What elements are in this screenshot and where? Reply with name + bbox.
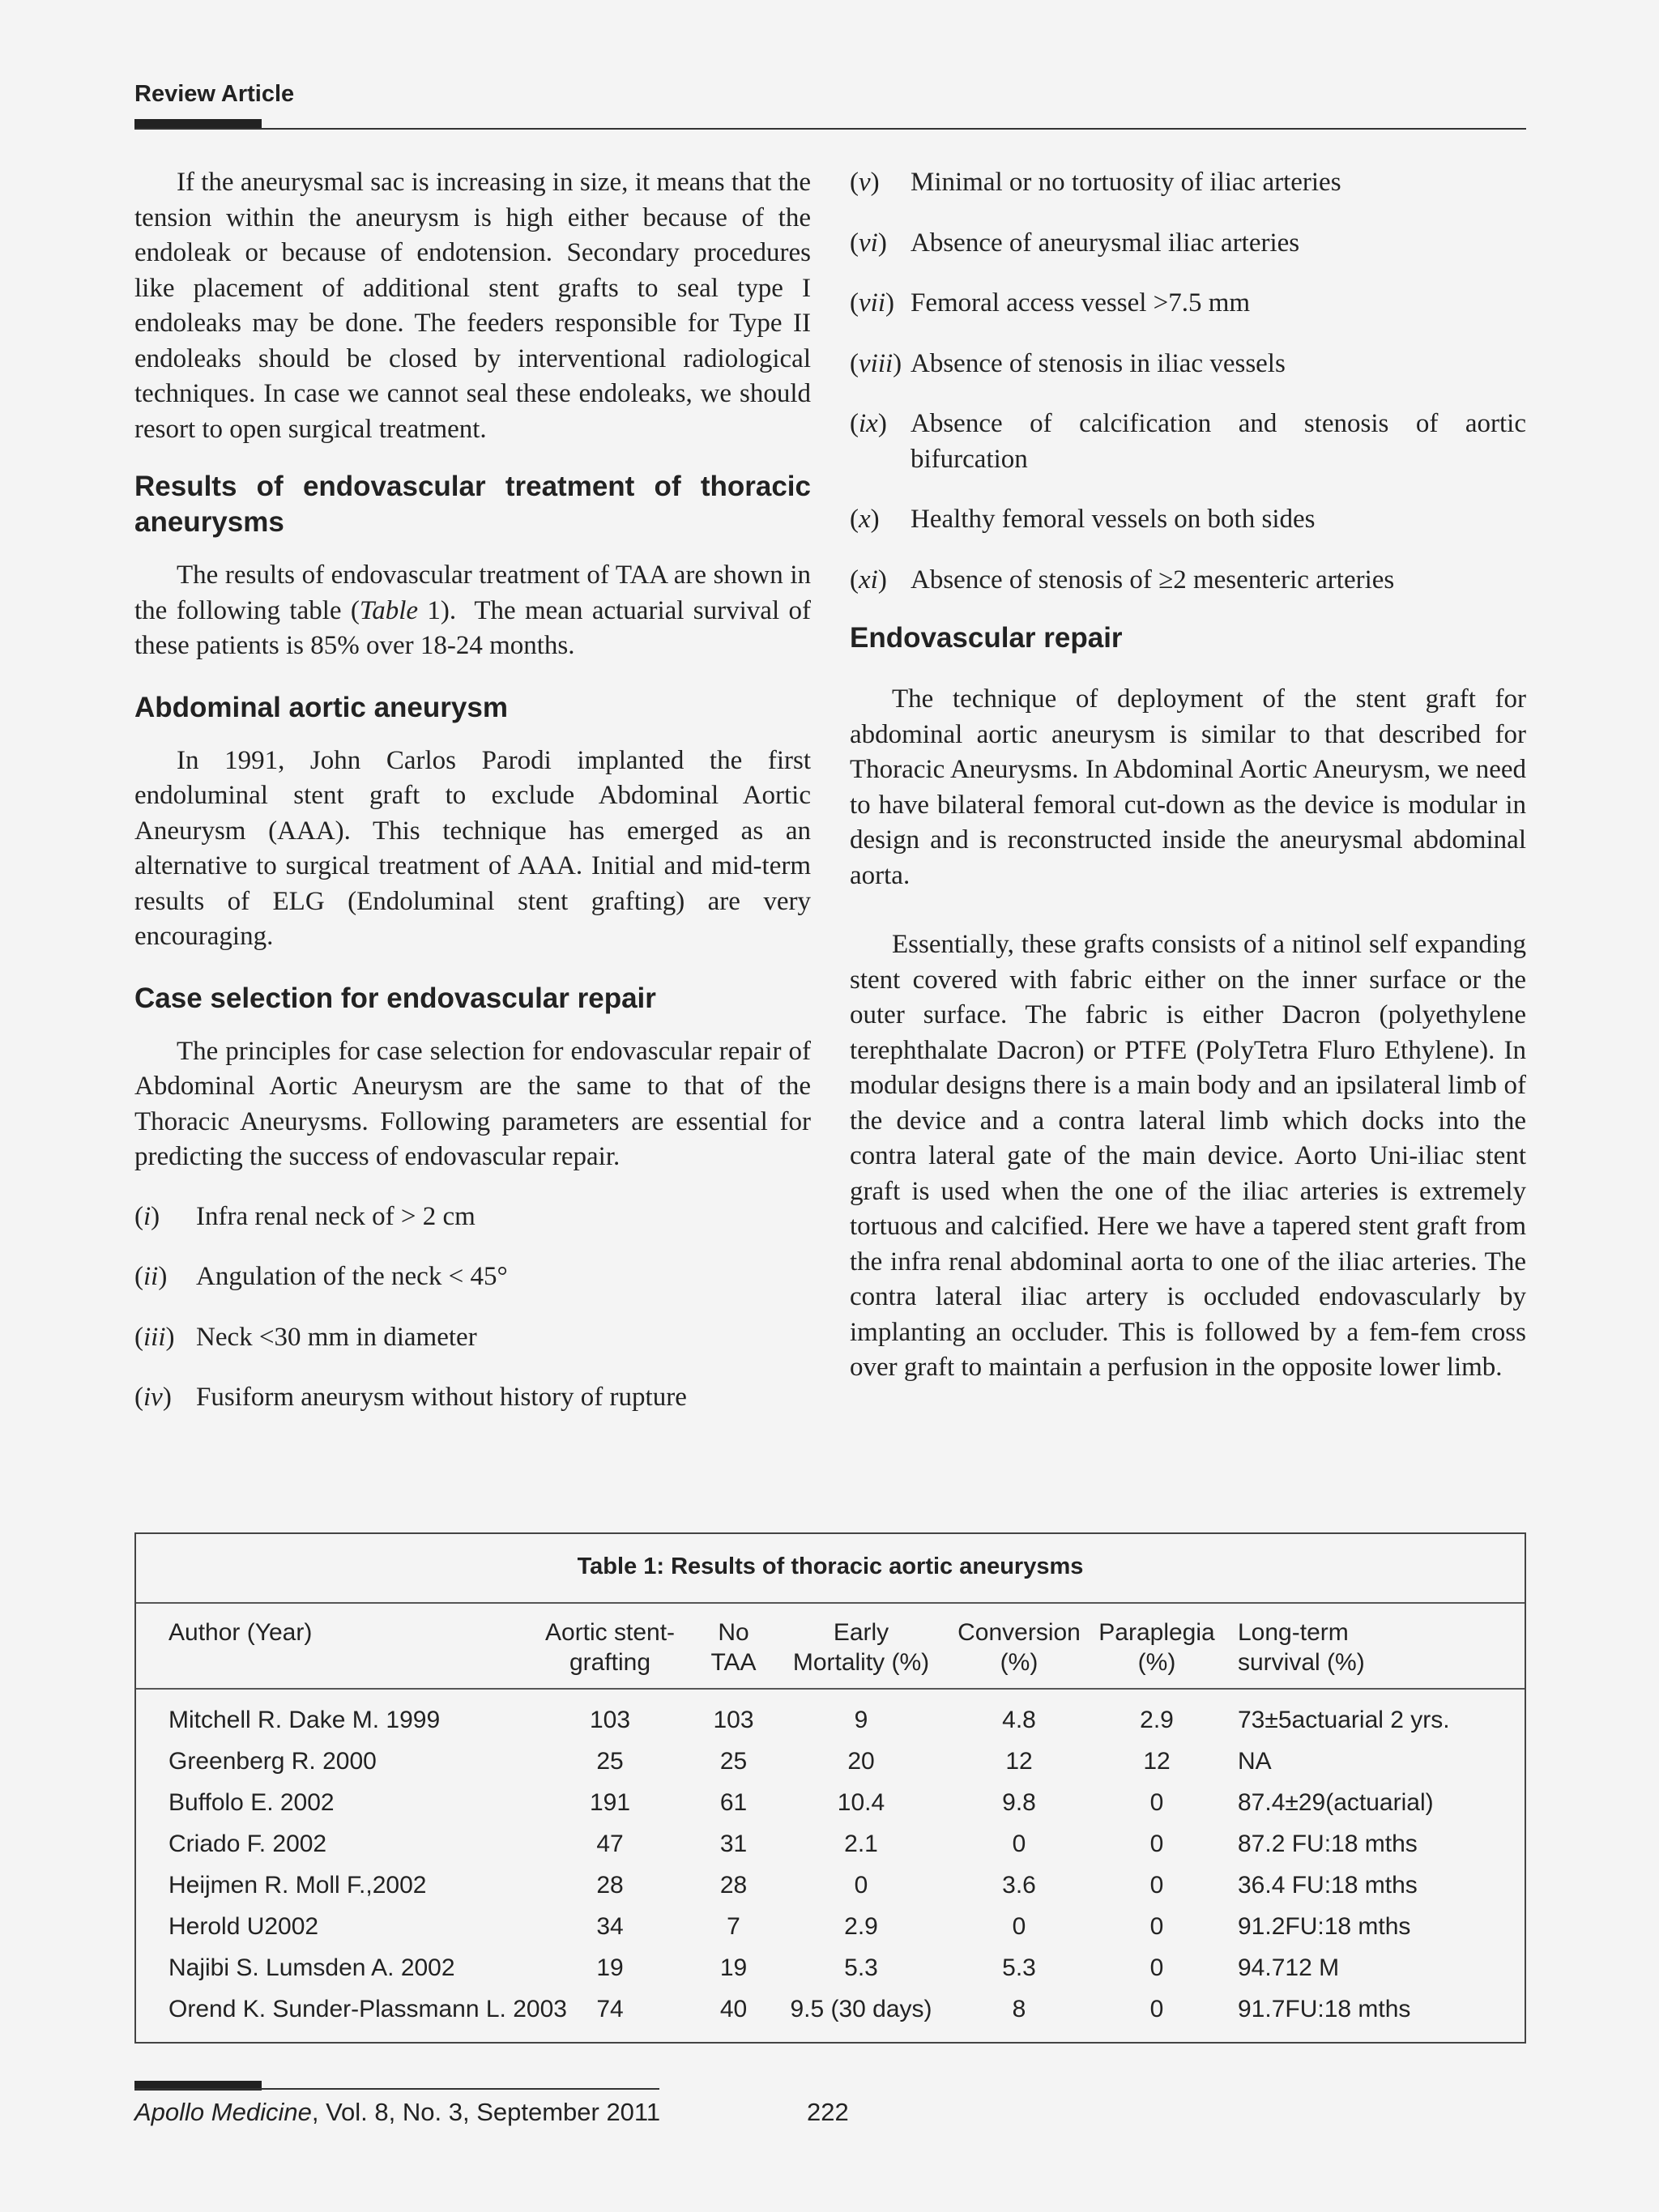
table-cell: 0 bbox=[1149, 1789, 1164, 1816]
table-header-cell: No TAA bbox=[710, 1619, 757, 1676]
table-cell: 20 bbox=[847, 1748, 875, 1775]
heading-endovascular-repair: Endovascular repair bbox=[850, 622, 1123, 654]
table-row bbox=[168, 1748, 1513, 1789]
table-cell: 7 bbox=[727, 1913, 740, 1940]
criteria-list-right bbox=[850, 165, 1526, 598]
table-cell: 91.2FU:18 mths bbox=[1238, 1913, 1411, 1940]
table-cell: 0 bbox=[1149, 1913, 1164, 1940]
paragraph-deployment: The technique of deployment of the stent graft for abdominal aortic aneurysm is similar to that described for Thoracic Aneurysms. In Abdominal Aortic Aneurysm, we need to have bilateral femoral cut-down as the device is modular in design and is reconstructed inside the aneurysmal abdominal aorta. bbox=[850, 684, 1526, 890]
table-cell: Najibi S. Lumsden A. 2002 bbox=[168, 1954, 455, 1981]
results-table bbox=[134, 1532, 1526, 2044]
criterion-item: (viii) Absence of stenosis in iliac vessels bbox=[850, 348, 1286, 378]
paragraph-case-selection: The principles for case selection for endovascular repair of Abdominal Aortic Aneurysm are the same to that of the Thoracic Aneurysms. Following parameters are essential for predicting the success of endovascular repair. bbox=[134, 1036, 811, 1171]
heading-case-selection: Case selection for endovascular repair bbox=[134, 982, 656, 1014]
right-column bbox=[850, 165, 1526, 1386]
criterion-item: (x) Healthy femoral vessels on both sides bbox=[850, 505, 1316, 534]
heading-abdominal-aneurysm: Abdominal aortic aneurysm bbox=[134, 691, 508, 723]
table-cell: 19 bbox=[719, 1954, 748, 1981]
table-cell: 25 bbox=[596, 1748, 624, 1775]
table-row bbox=[168, 1707, 1513, 1748]
table-cell: 9 bbox=[854, 1707, 868, 1733]
table-row bbox=[168, 1996, 1513, 2037]
table-cell: 5.3 bbox=[844, 1954, 878, 1981]
table-cell: Orend K. Sunder-Plassmann L. 2003 bbox=[168, 1996, 567, 2022]
table-cell: 2.1 bbox=[844, 1831, 878, 1857]
table-row bbox=[168, 1831, 1513, 1872]
table-cell: 191 bbox=[589, 1789, 631, 1816]
table-row bbox=[168, 1954, 1513, 1996]
table-header-cell: Aortic stent- grafting bbox=[545, 1619, 676, 1676]
table-cell: Buffolo E. 2002 bbox=[168, 1789, 335, 1816]
table-cell: 2.9 bbox=[1140, 1707, 1174, 1733]
table-header-cell: Conversion (%) bbox=[957, 1619, 1081, 1676]
table-cell: 31 bbox=[719, 1831, 748, 1857]
table-grid bbox=[168, 1617, 1513, 2037]
table-cell: Herold U2002 bbox=[168, 1913, 319, 1940]
table-cell: 34 bbox=[596, 1913, 624, 1940]
table-cell: 0 bbox=[1012, 1913, 1026, 1940]
header-rule bbox=[134, 128, 1526, 130]
table-cell: 10.4 bbox=[837, 1789, 885, 1816]
table-rule-top bbox=[136, 1602, 1525, 1604]
table-cell: 9.5 (30 days) bbox=[790, 1996, 932, 2022]
table-cell: 28 bbox=[596, 1872, 624, 1899]
table-cell: 3.6 bbox=[1002, 1872, 1036, 1899]
table-cell: 36.4 FU:18 mths bbox=[1238, 1872, 1418, 1899]
criterion-item: (ii) Angulation of the neck < 45° bbox=[134, 1262, 508, 1291]
table-cell: 12 bbox=[1005, 1748, 1033, 1775]
table-cell: 0 bbox=[1149, 1872, 1164, 1899]
table-cell: NA bbox=[1238, 1748, 1272, 1775]
table-cell: 91.7FU:18 mths bbox=[1238, 1996, 1411, 2022]
table-cell: 9.8 bbox=[1002, 1789, 1036, 1816]
criterion-item: (vi) Absence of aneurysmal iliac arteries bbox=[850, 228, 1300, 258]
table-cell: 0 bbox=[1149, 1996, 1164, 2022]
table-cell: 87.4±29(actuarial) bbox=[1238, 1789, 1434, 1816]
table-caption: Table 1: Results of thoracic aortic aneurysms bbox=[577, 1554, 1084, 1579]
paragraph-grafts: Essentially, these grafts consists of a nitinol self expanding stent covered with fabric either on the inner surface or the outer surface. The fabric is either Dacron (polyethylene terephthalate Dacron) or PTFE (PolyTetra Fluro Ethylene). In modular designs there is a main body and an ipsilateral limb of the device and a contra lateral limb which docks into the contra lateral gate of the main device. Aorto Uni-iliac stent graft is used when the one of the iliac arteries is extremely tortuous and calcified. Here we have a tapered stent graft from the infra renal abdominal aorta to one of the iliac arteries. The contra lateral iliac artery is occluded endovascularly by implanting an occluder. This is followed by a fem-fem cross over graft to maintain a perfusion in the opposite lower limb. bbox=[850, 930, 1526, 1382]
table-cell: 28 bbox=[719, 1872, 748, 1899]
criterion-item: (xi) Absence of stenosis of ≥2 mesenteric arteries bbox=[850, 565, 1395, 595]
table-cell: 87.2 FU:18 mths bbox=[1238, 1831, 1418, 1857]
criteria-list-left bbox=[134, 1200, 811, 1416]
table-cell: Heijmen R. Moll F.,2002 bbox=[168, 1872, 427, 1899]
table-cell: 25 bbox=[719, 1748, 748, 1775]
left-column bbox=[134, 165, 811, 1416]
criterion-item: (i) Infra renal neck of > 2 cm bbox=[134, 1201, 476, 1231]
table-row bbox=[168, 1789, 1513, 1831]
paragraph-parodi: In 1991, John Carlos Parodi implanted the first endoluminal stent graft to exclude Abdominal Aortic Aneurysm (AAA). This technique has emerged as an alternative to surgical treatment of AAA. Initial and mid-term results of ELG (Endoluminal stent grafting) are very encouraging. bbox=[134, 745, 811, 951]
table-cell: 5.3 bbox=[1002, 1954, 1036, 1981]
criterion-item: (v) Minimal or no tortuosity of iliac arteries bbox=[850, 168, 1341, 197]
page-number: 222 bbox=[807, 2098, 849, 2126]
table-header-cell: Author (Year) bbox=[168, 1619, 313, 1646]
table-cell: Mitchell R. Dake M. 1999 bbox=[168, 1707, 441, 1733]
table-cell: Greenberg R. 2000 bbox=[168, 1748, 377, 1775]
table-header-cell: Paraplegia (%) bbox=[1098, 1619, 1215, 1676]
heading-results-thoracic: Results of endovascular treatment of thoracic aneurysms bbox=[134, 471, 811, 538]
table-header-cell: Early Mortality (%) bbox=[792, 1619, 930, 1676]
table-cell: 12 bbox=[1143, 1748, 1171, 1775]
table-cell: 74 bbox=[596, 1996, 624, 2022]
table-cell: 47 bbox=[596, 1831, 624, 1857]
table-cell: 103 bbox=[589, 1707, 631, 1733]
table-cell: 94.712 M bbox=[1238, 1954, 1340, 1981]
footer-rule bbox=[134, 2088, 659, 2090]
table-cell: Criado F. 2002 bbox=[168, 1831, 327, 1857]
criterion-item: (iii) Neck <30 mm in diameter bbox=[134, 1322, 477, 1352]
table-cell: 0 bbox=[1149, 1954, 1164, 1981]
table-cell: 103 bbox=[713, 1707, 754, 1733]
table-row bbox=[168, 1913, 1513, 1954]
table-cell: 0 bbox=[1149, 1831, 1164, 1857]
table-cell: 61 bbox=[719, 1789, 748, 1816]
table-cell: 8 bbox=[1012, 1996, 1026, 2022]
table-cell: 0 bbox=[1012, 1831, 1026, 1857]
table-cell: 19 bbox=[596, 1954, 624, 1981]
paragraph-endoleak: If the aneurysmal sac is increasing in size, it means that the tension within the aneurysm is high either because of the endoleak or because of endotension. Secondary procedures like placement of additional stent grafts to seal type I endoleaks may be done. The feeders responsible for Type II endoleaks should be closed by interventional radiological techniques. In case we cannot seal these endoleaks, we should resort to open surgical treatment. bbox=[134, 168, 811, 444]
table-cell: 0 bbox=[854, 1872, 868, 1899]
table-header-cell: Long-term survival (%) bbox=[1238, 1619, 1365, 1676]
criterion-item: (iv) Fusiform aneurysm without history of rupture bbox=[134, 1383, 687, 1412]
paragraph-results: The results of endovascular treatment of TAA are shown in the following table (Table 1). The mean actuarial survival of these patients is 85% over 18-24 months. bbox=[134, 560, 811, 660]
table-cell: 4.8 bbox=[1002, 1707, 1036, 1733]
table-row bbox=[168, 1872, 1513, 1913]
running-head: Review Article bbox=[134, 81, 295, 107]
table-header-row bbox=[168, 1617, 1513, 1707]
criterion-item: (vii) Femoral access vessel >7.5 mm bbox=[850, 288, 1251, 318]
table-cell: 40 bbox=[719, 1996, 748, 2022]
table-cell: 2.9 bbox=[844, 1913, 878, 1940]
criterion-item: (ix) Absence of calcification and stenosis of aortic bifurcation bbox=[850, 409, 1526, 474]
journal-citation: Apollo Medicine, Vol. 8, No. 3, September 2011 bbox=[134, 2098, 661, 2126]
table-cell: 73±5actuarial 2 yrs. bbox=[1238, 1707, 1450, 1733]
